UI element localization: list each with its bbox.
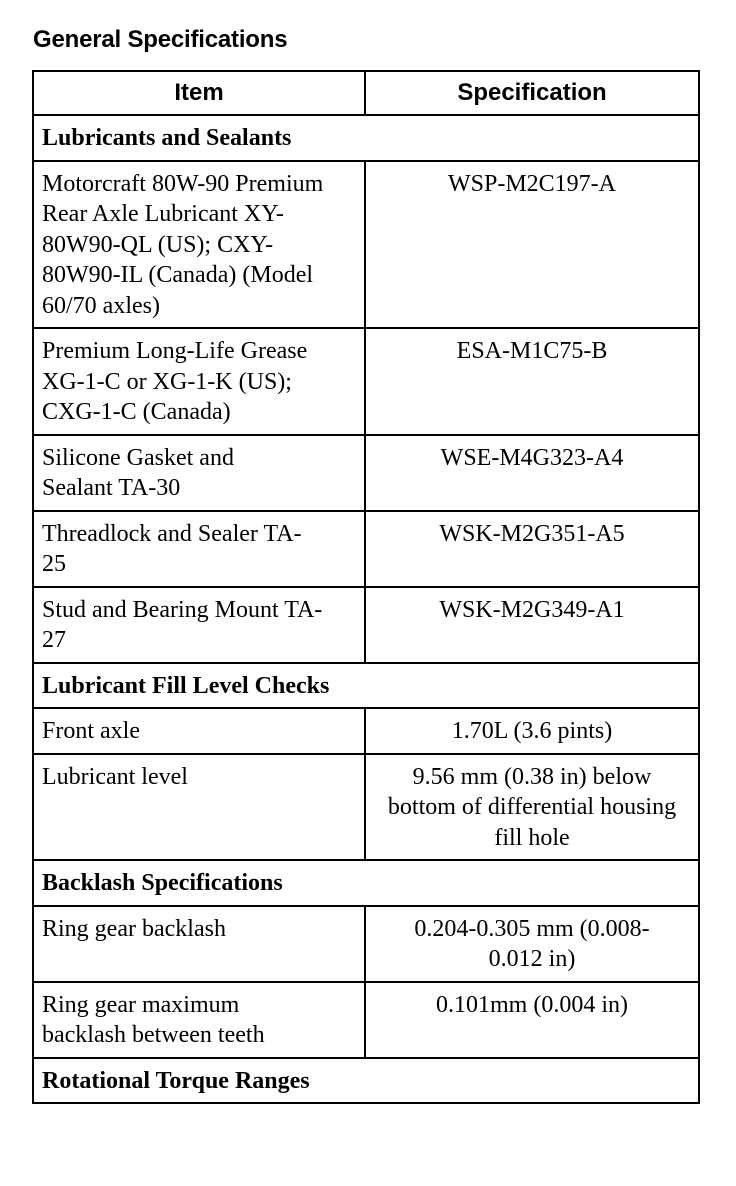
spec-cell: WSK-M2G349-A1 bbox=[439, 596, 625, 623]
item-cell: Stud and Bearing Mount TA-27 bbox=[42, 596, 323, 653]
spec-cell: 0.101mm (0.004 in) bbox=[436, 991, 628, 1018]
section-row bbox=[33, 1058, 699, 1104]
section-row bbox=[33, 860, 699, 906]
table-row bbox=[33, 982, 699, 1058]
spec-cell: ESA-M1C75-B bbox=[456, 338, 608, 364]
spec-cell: WSE-M4G323-A4 bbox=[440, 444, 624, 471]
item-cell: Silicone Gasket and Sealant TA-30 bbox=[42, 444, 234, 501]
item-cell: Ring gear backlash bbox=[42, 915, 226, 942]
table-row bbox=[33, 587, 699, 663]
section-row bbox=[33, 663, 699, 709]
item-cell: Ring gear maximum backlash between teeth bbox=[42, 991, 265, 1048]
item-cell: Threadlock and Sealer TA-25 bbox=[42, 520, 302, 577]
section-row bbox=[33, 115, 699, 161]
table-row bbox=[33, 328, 699, 435]
spec-cell: 9.56 mm (0.38 in) below bottom of differential housing fill hole bbox=[387, 763, 677, 851]
section-title: Lubricant Fill Level Checks bbox=[42, 672, 330, 699]
table-row bbox=[33, 161, 699, 329]
table-row bbox=[33, 708, 699, 754]
section-title: Rotational Torque Ranges bbox=[42, 1067, 310, 1094]
item-cell: Front axle bbox=[42, 718, 140, 744]
item-cell: Lubricant level bbox=[42, 763, 188, 790]
table-row bbox=[33, 754, 699, 861]
table-row bbox=[33, 906, 699, 982]
section-title: Backlash Specifications bbox=[42, 870, 283, 896]
spec-cell: WSP-M2C197-A bbox=[447, 170, 616, 197]
section-title: Lubricants and Sealants bbox=[42, 125, 292, 151]
header-item: Item bbox=[33, 71, 365, 115]
header-specification: Specification bbox=[365, 71, 699, 115]
table-row bbox=[33, 511, 699, 587]
table-header-row bbox=[33, 71, 699, 115]
item-cell: Motorcraft 80W-90 Premium Rear Axle Lubricant XY-80W90-QL (US); CXY-80W90-IL (Canada) (Model 60/70 axles) bbox=[42, 170, 324, 319]
spec-cell: 1.70L (3.6 pints) bbox=[451, 718, 613, 744]
specifications-table bbox=[32, 70, 700, 1104]
page-title: General Specifications bbox=[33, 26, 288, 53]
spec-cell: 0.204-0.305 mm (0.008-0.012 in) bbox=[414, 915, 650, 972]
spec-cell: WSK-M2G351-A5 bbox=[439, 520, 625, 547]
table-row bbox=[33, 435, 699, 511]
item-cell: Premium Long-Life Grease XG-1-C or XG-1-K (US); CXG-1-C (Canada) bbox=[42, 338, 308, 425]
